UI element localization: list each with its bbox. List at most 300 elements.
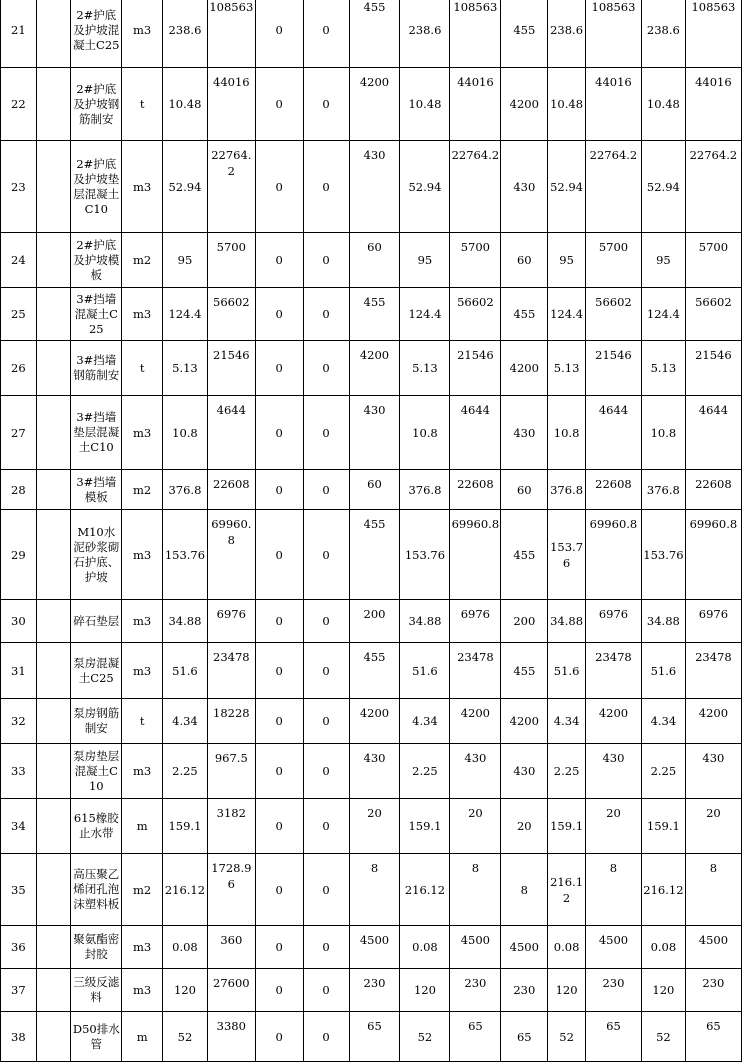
quantity-cell: 52 <box>163 1012 208 1062</box>
amount-cell: 22608 <box>585 470 641 510</box>
amount-cell: 6976 <box>207 600 255 643</box>
amount-cell: 22608 <box>450 470 501 510</box>
table-row <box>1 141 742 233</box>
quantity-cell: 5.13 <box>163 341 208 396</box>
amount-cell: 69960.8 <box>450 510 501 600</box>
table-row <box>1 699 742 744</box>
unit-price-cell: 60 <box>501 233 548 288</box>
row-number-cell: 27 <box>1 396 37 470</box>
item-name-cell: D50排水管 <box>71 1012 122 1062</box>
amount-cell: 22608 <box>207 470 255 510</box>
amount-cell: 56602 <box>685 288 741 341</box>
unit-cell: t <box>122 341 163 396</box>
blank-cell <box>36 396 71 470</box>
unit-price-cell: 4200 <box>349 699 400 744</box>
unit-price-cell: 200 <box>349 600 400 643</box>
quantity-cell: 216.12 <box>641 854 685 926</box>
quantity-cell: 216.12 <box>400 854 450 926</box>
amount-cell: 44016 <box>585 68 641 141</box>
blank-cell <box>36 68 71 141</box>
quantity-cell: 120 <box>163 969 208 1012</box>
zero-cell: 0 <box>303 141 349 233</box>
blank-cell <box>36 341 71 396</box>
zero-cell: 0 <box>255 854 303 926</box>
quantity-cell: 95 <box>548 233 586 288</box>
blank-cell <box>36 799 71 854</box>
quantity-cell: 10.8 <box>641 396 685 470</box>
quantity-cell: 95 <box>400 233 450 288</box>
table-row <box>1 643 742 699</box>
unit-cell: m3 <box>122 0 163 68</box>
zero-cell: 0 <box>255 744 303 799</box>
row-number-cell: 35 <box>1 854 37 926</box>
amount-cell: 22764.2 <box>450 141 501 233</box>
zero-cell: 0 <box>255 510 303 600</box>
amount-cell: 108563 <box>685 0 741 68</box>
unit-price-cell: 230 <box>349 969 400 1012</box>
item-name-cell: 聚氨酯密封胶 <box>71 926 122 969</box>
amount-cell: 6976 <box>585 600 641 643</box>
table-row <box>1 470 742 510</box>
table-row <box>1 288 742 341</box>
amount-cell: 69960.8 <box>685 510 741 600</box>
zero-cell: 0 <box>303 288 349 341</box>
quantity-cell: 238.6 <box>548 0 586 68</box>
quantity-cell: 52.94 <box>641 141 685 233</box>
unit-cell: t <box>122 699 163 744</box>
amount-cell: 108563 <box>450 0 501 68</box>
unit-price-cell: 20 <box>501 799 548 854</box>
amount-cell: 8 <box>450 854 501 926</box>
unit-price-cell: 4200 <box>501 699 548 744</box>
item-name-cell: 3#挡墙混凝土C25 <box>71 288 122 341</box>
table-row <box>1 744 742 799</box>
amount-cell: 22608 <box>685 470 741 510</box>
item-name-cell: 2#护底及护坡钢筋制安 <box>71 68 122 141</box>
quantity-cell: 2.25 <box>163 744 208 799</box>
quantity-cell: 376.8 <box>400 470 450 510</box>
quantity-cell: 4.34 <box>548 699 586 744</box>
zero-cell: 0 <box>255 233 303 288</box>
blank-cell <box>36 470 71 510</box>
unit-price-cell: 60 <box>349 470 400 510</box>
row-number-cell: 22 <box>1 68 37 141</box>
quantity-cell: 10.8 <box>548 396 586 470</box>
row-number-cell: 24 <box>1 233 37 288</box>
quantity-cell: 2.25 <box>641 744 685 799</box>
table-row <box>1 926 742 969</box>
item-name-cell: 2#护底及护坡混凝土C25 <box>71 0 122 68</box>
amount-cell: 4644 <box>685 396 741 470</box>
quantity-cell: 238.6 <box>163 0 208 68</box>
blank-cell <box>36 233 71 288</box>
unit-cell: m <box>122 1012 163 1062</box>
amount-cell: 20 <box>585 799 641 854</box>
amount-cell: 21546 <box>585 341 641 396</box>
unit-price-cell: 200 <box>501 600 548 643</box>
unit-price-cell: 455 <box>349 510 400 600</box>
unit-cell: m3 <box>122 969 163 1012</box>
blank-cell <box>36 643 71 699</box>
table-row <box>1 510 742 600</box>
amount-cell: 69960.8 <box>585 510 641 600</box>
amount-cell: 65 <box>685 1012 741 1062</box>
item-name-cell: 3#挡墙模板 <box>71 470 122 510</box>
unit-price-cell: 430 <box>349 396 400 470</box>
quantity-cell: 34.88 <box>163 600 208 643</box>
quantity-cell: 0.08 <box>163 926 208 969</box>
unit-cell: m2 <box>122 854 163 926</box>
quantity-cell: 51.6 <box>163 643 208 699</box>
amount-cell: 27600 <box>207 969 255 1012</box>
quantity-cell: 95 <box>641 233 685 288</box>
zero-cell: 0 <box>255 141 303 233</box>
quantity-cell: 34.88 <box>641 600 685 643</box>
quantity-cell: 10.48 <box>400 68 450 141</box>
table-row <box>1 854 742 926</box>
zero-cell: 0 <box>303 0 349 68</box>
amount-cell: 4200 <box>585 699 641 744</box>
amount-cell: 108563 <box>207 0 255 68</box>
amount-cell: 23478 <box>207 643 255 699</box>
zero-cell: 0 <box>255 643 303 699</box>
row-number-cell: 38 <box>1 1012 37 1062</box>
zero-cell: 0 <box>255 600 303 643</box>
zero-cell: 0 <box>255 68 303 141</box>
amount-cell: 22764.2 <box>207 141 255 233</box>
quantity-cell: 159.1 <box>641 799 685 854</box>
zero-cell: 0 <box>255 341 303 396</box>
amount-cell: 3380 <box>207 1012 255 1062</box>
unit-price-cell: 60 <box>501 470 548 510</box>
quantity-cell: 52 <box>400 1012 450 1062</box>
amount-cell: 44016 <box>685 68 741 141</box>
unit-price-cell: 65 <box>501 1012 548 1062</box>
quantity-cell: 4.34 <box>400 699 450 744</box>
amount-cell: 430 <box>685 744 741 799</box>
unit-price-cell: 4200 <box>501 68 548 141</box>
zero-cell: 0 <box>303 969 349 1012</box>
row-number-cell: 36 <box>1 926 37 969</box>
amount-cell: 4644 <box>585 396 641 470</box>
amount-cell: 8 <box>685 854 741 926</box>
zero-cell: 0 <box>303 854 349 926</box>
quantity-cell: 5.13 <box>400 341 450 396</box>
blank-cell <box>36 699 71 744</box>
unit-price-cell: 4200 <box>349 68 400 141</box>
table-row <box>1 969 742 1012</box>
blank-cell <box>36 141 71 233</box>
amount-cell: 230 <box>685 969 741 1012</box>
amount-cell: 18228 <box>207 699 255 744</box>
unit-price-cell: 430 <box>501 744 548 799</box>
quantity-cell: 0.08 <box>548 926 586 969</box>
row-number-cell: 37 <box>1 969 37 1012</box>
unit-price-cell: 430 <box>501 141 548 233</box>
unit-price-cell: 455 <box>501 510 548 600</box>
quantity-cell: 153.76 <box>548 510 586 600</box>
table-row <box>1 0 742 68</box>
amount-cell: 5700 <box>207 233 255 288</box>
amount-cell: 4644 <box>450 396 501 470</box>
amount-cell: 21546 <box>450 341 501 396</box>
item-name-cell: 三级反滤料 <box>71 969 122 1012</box>
amount-cell: 56602 <box>450 288 501 341</box>
quantity-cell: 124.4 <box>163 288 208 341</box>
amount-cell: 44016 <box>207 68 255 141</box>
quantity-cell: 4.34 <box>163 699 208 744</box>
unit-price-cell: 455 <box>349 643 400 699</box>
amount-cell: 430 <box>585 744 641 799</box>
item-name-cell: 615橡胶止水带 <box>71 799 122 854</box>
table-row <box>1 600 742 643</box>
amount-cell: 4200 <box>450 699 501 744</box>
unit-price-cell: 430 <box>349 744 400 799</box>
zero-cell: 0 <box>255 288 303 341</box>
quantity-cell: 52 <box>548 1012 586 1062</box>
zero-cell: 0 <box>255 926 303 969</box>
amount-cell: 20 <box>685 799 741 854</box>
item-name-cell: 2#护底及护坡模板 <box>71 233 122 288</box>
blank-cell <box>36 969 71 1012</box>
unit-price-cell: 430 <box>501 396 548 470</box>
zero-cell: 0 <box>303 643 349 699</box>
quantity-cell: 159.1 <box>548 799 586 854</box>
row-number-cell: 30 <box>1 600 37 643</box>
item-name-cell: 高压聚乙烯闭孔泡沫塑料板 <box>71 854 122 926</box>
quantity-cell: 238.6 <box>400 0 450 68</box>
item-name-cell: M10水泥砂浆砌石护底、护坡 <box>71 510 122 600</box>
item-name-cell: 2#护底及护坡垫层混凝土C10 <box>71 141 122 233</box>
amount-cell: 5700 <box>450 233 501 288</box>
quantity-cell: 10.8 <box>163 396 208 470</box>
item-name-cell: 3#挡墙钢筋制安 <box>71 341 122 396</box>
unit-cell: m3 <box>122 600 163 643</box>
unit-price-cell: 430 <box>349 141 400 233</box>
quantity-cell: 376.8 <box>641 470 685 510</box>
item-name-cell: 泵房垫层混凝土C10 <box>71 744 122 799</box>
quantity-cell: 10.48 <box>548 68 586 141</box>
amount-cell: 108563 <box>585 0 641 68</box>
blank-cell <box>36 744 71 799</box>
quantity-cell: 51.6 <box>400 643 450 699</box>
amount-cell: 967.5 <box>207 744 255 799</box>
zero-cell: 0 <box>303 68 349 141</box>
row-number-cell: 21 <box>1 0 37 68</box>
quantity-cell: 10.8 <box>400 396 450 470</box>
quantity-cell: 153.76 <box>400 510 450 600</box>
unit-price-cell: 8 <box>349 854 400 926</box>
item-name-cell: 3#挡墙垫层混凝土C10 <box>71 396 122 470</box>
quantity-cell: 5.13 <box>641 341 685 396</box>
amount-cell: 22764.2 <box>685 141 741 233</box>
unit-cell: m3 <box>122 141 163 233</box>
quantity-cell: 51.6 <box>641 643 685 699</box>
quantity-cell: 120 <box>641 969 685 1012</box>
zero-cell: 0 <box>303 470 349 510</box>
zero-cell: 0 <box>303 233 349 288</box>
table-row <box>1 68 742 141</box>
amount-cell: 4500 <box>685 926 741 969</box>
amount-cell: 20 <box>450 799 501 854</box>
row-number-cell: 32 <box>1 699 37 744</box>
row-number-cell: 26 <box>1 341 37 396</box>
unit-cell: m3 <box>122 926 163 969</box>
zero-cell: 0 <box>303 699 349 744</box>
amount-cell: 23478 <box>585 643 641 699</box>
amount-cell: 6976 <box>450 600 501 643</box>
amount-cell: 21546 <box>685 341 741 396</box>
quantity-cell: 159.1 <box>400 799 450 854</box>
zero-cell: 0 <box>255 969 303 1012</box>
unit-price-cell: 230 <box>501 969 548 1012</box>
quantity-cell: 34.88 <box>548 600 586 643</box>
amount-cell: 4200 <box>685 699 741 744</box>
amount-cell: 230 <box>450 969 501 1012</box>
quantity-cell: 238.6 <box>641 0 685 68</box>
blank-cell <box>36 0 71 68</box>
table-row <box>1 341 742 396</box>
quantity-cell: 216.12 <box>163 854 208 926</box>
amount-cell: 56602 <box>585 288 641 341</box>
quantity-cell: 34.88 <box>400 600 450 643</box>
quantity-cell: 10.48 <box>641 68 685 141</box>
amount-cell: 230 <box>585 969 641 1012</box>
row-number-cell: 25 <box>1 288 37 341</box>
row-number-cell: 34 <box>1 799 37 854</box>
table-row <box>1 233 742 288</box>
quantity-cell: 124.4 <box>641 288 685 341</box>
quantity-cell: 153.76 <box>641 510 685 600</box>
item-name-cell: 碎石垫层 <box>71 600 122 643</box>
unit-price-cell: 20 <box>349 799 400 854</box>
blank-cell <box>36 288 71 341</box>
amount-cell: 23478 <box>685 643 741 699</box>
zero-cell: 0 <box>255 699 303 744</box>
quantity-cell: 4.34 <box>641 699 685 744</box>
quantity-cell: 2.25 <box>548 744 586 799</box>
amount-cell: 22764.2 <box>585 141 641 233</box>
table-row <box>1 799 742 854</box>
zero-cell: 0 <box>303 1012 349 1062</box>
unit-price-cell: 4500 <box>349 926 400 969</box>
quantity-cell: 124.4 <box>400 288 450 341</box>
unit-price-cell: 455 <box>501 643 548 699</box>
quantity-cell: 0.08 <box>641 926 685 969</box>
zero-cell: 0 <box>255 470 303 510</box>
unit-price-cell: 60 <box>349 233 400 288</box>
amount-cell: 430 <box>450 744 501 799</box>
zero-cell: 0 <box>255 1012 303 1062</box>
amount-cell: 69960.8 <box>207 510 255 600</box>
quantity-cell: 0.08 <box>400 926 450 969</box>
amount-cell: 8 <box>585 854 641 926</box>
table-row <box>1 1012 742 1062</box>
zero-cell: 0 <box>255 799 303 854</box>
amount-cell: 65 <box>585 1012 641 1062</box>
quantity-cell: 120 <box>400 969 450 1012</box>
unit-cell: m3 <box>122 510 163 600</box>
quantity-cell: 124.4 <box>548 288 586 341</box>
zero-cell: 0 <box>303 600 349 643</box>
row-number-cell: 33 <box>1 744 37 799</box>
row-number-cell: 29 <box>1 510 37 600</box>
unit-price-cell: 455 <box>349 288 400 341</box>
item-name-cell: 泵房混凝土C25 <box>71 643 122 699</box>
zero-cell: 0 <box>303 744 349 799</box>
quantity-cell: 153.76 <box>163 510 208 600</box>
quantity-cell: 120 <box>548 969 586 1012</box>
quantity-cell: 376.8 <box>163 470 208 510</box>
quantity-cell: 10.48 <box>163 68 208 141</box>
quantity-cell: 2.25 <box>400 744 450 799</box>
amount-cell: 4644 <box>207 396 255 470</box>
quantity-cell: 95 <box>163 233 208 288</box>
unit-price-cell: 8 <box>501 854 548 926</box>
unit-cell: m3 <box>122 643 163 699</box>
unit-cell: m2 <box>122 470 163 510</box>
unit-cell: m3 <box>122 396 163 470</box>
quantity-cell: 52.94 <box>400 141 450 233</box>
unit-price-cell: 4500 <box>501 926 548 969</box>
unit-price-cell: 455 <box>349 0 400 68</box>
blank-cell <box>36 854 71 926</box>
unit-price-cell: 455 <box>501 288 548 341</box>
blank-cell <box>36 510 71 600</box>
quantity-cell: 52.94 <box>163 141 208 233</box>
item-name-cell: 泵房钢筋制安 <box>71 699 122 744</box>
row-number-cell: 23 <box>1 141 37 233</box>
quantity-cell: 376.8 <box>548 470 586 510</box>
quantity-cell: 51.6 <box>548 643 586 699</box>
amount-cell: 360 <box>207 926 255 969</box>
quantity-cell: 52 <box>641 1012 685 1062</box>
amount-cell: 44016 <box>450 68 501 141</box>
unit-cell: m3 <box>122 288 163 341</box>
unit-cell: t <box>122 68 163 141</box>
unit-cell: m <box>122 799 163 854</box>
table-row <box>1 396 742 470</box>
unit-price-cell: 4200 <box>349 341 400 396</box>
amount-cell: 4500 <box>450 926 501 969</box>
amount-cell: 5700 <box>685 233 741 288</box>
quantity-cell: 5.13 <box>548 341 586 396</box>
unit-price-cell: 4200 <box>501 341 548 396</box>
unit-cell: m2 <box>122 233 163 288</box>
zero-cell: 0 <box>255 0 303 68</box>
row-number-cell: 28 <box>1 470 37 510</box>
amount-cell: 6976 <box>685 600 741 643</box>
blank-cell <box>36 926 71 969</box>
zero-cell: 0 <box>303 510 349 600</box>
blank-cell <box>36 1012 71 1062</box>
quantity-cell: 52.94 <box>548 141 586 233</box>
unit-price-cell: 65 <box>349 1012 400 1062</box>
amount-cell: 23478 <box>450 643 501 699</box>
zero-cell: 0 <box>255 396 303 470</box>
unit-price-cell: 455 <box>501 0 548 68</box>
row-number-cell: 31 <box>1 643 37 699</box>
amount-cell: 65 <box>450 1012 501 1062</box>
blank-cell <box>36 600 71 643</box>
zero-cell: 0 <box>303 799 349 854</box>
unit-cell: m3 <box>122 744 163 799</box>
zero-cell: 0 <box>303 396 349 470</box>
zero-cell: 0 <box>303 341 349 396</box>
quantity-cell: 216.12 <box>548 854 586 926</box>
amount-cell: 4500 <box>585 926 641 969</box>
amount-cell: 21546 <box>207 341 255 396</box>
